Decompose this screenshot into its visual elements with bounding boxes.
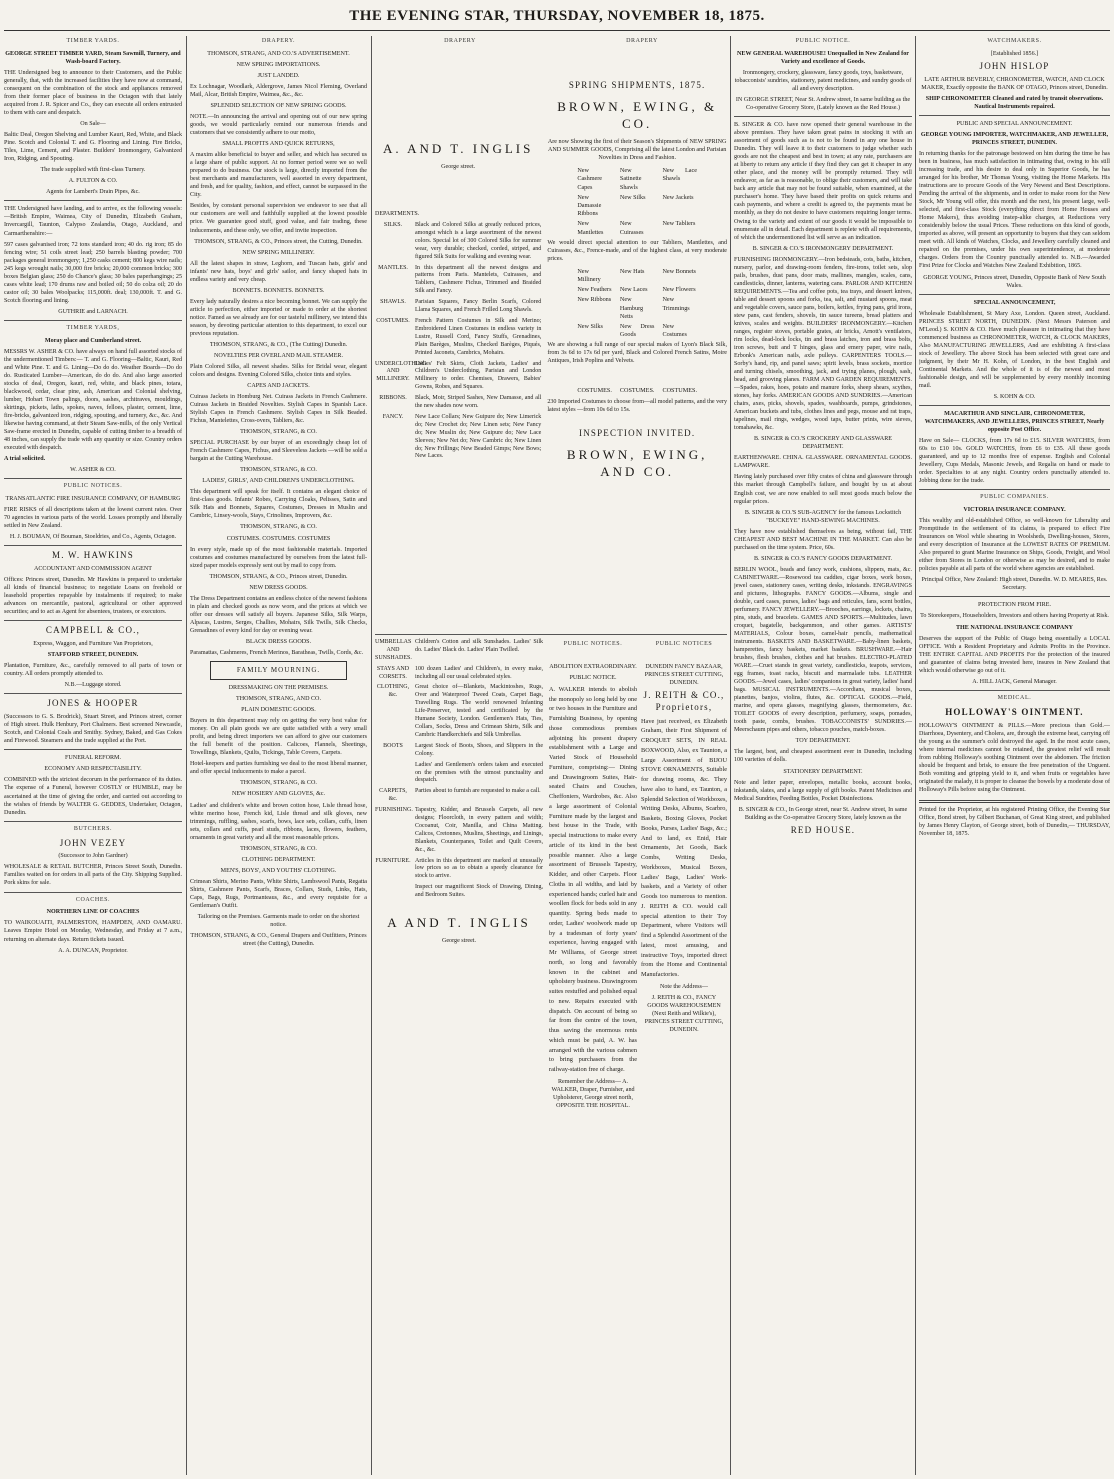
ad-subhead: NEW SPRING IMPORTATIONS. <box>236 61 321 68</box>
ad-body: Ironmongery, crockery, glassware, fancy goods, toys, basketware, tobacconists' sundries, stationery, patent medicines, and sundry goods of all and every description. <box>734 69 912 93</box>
divider <box>4 620 182 621</box>
ad-body: Have on Sale— CLOCKS, from 17s 6d to £15. SILVER WATCHES, from 60s to £10 10s. GOLD WATCHES, from £6 to £35. All these goods guaranteed, and up to 12 months free of expense. English and Colonial Jewellery, Cups Medals, Masonic Jewels, and Regalia on hand or made to order. Specialties to at any night. Country orders punctually attended to. Jobbing done for the trade. <box>919 438 1110 485</box>
section-heading: DRAPERY <box>626 38 658 44</box>
dept-body: New Lace Collars; New Guipure do; New Limerick do; New Crochet do; New Linen sets; New Fancy do; New Muslin do; New Guipure do; New Lace Sleeves; New Net do; New Cambric do; New Linen do; New Frillings; New Beaded Gimps; New Bows; New Laces. <box>415 413 542 460</box>
divider <box>919 489 1110 490</box>
inglis-brand: A. AND T. INGLIS <box>382 140 534 156</box>
ad-signature: THOMSON, STRANG, & CO. <box>240 429 317 436</box>
ad-body: Hotel-keepers and parties furnishing we deal to the most liberal manner, and offer special inducements to make a parcel. <box>190 761 367 776</box>
divider <box>4 693 182 694</box>
ad-body: SPECIAL PURCHASE by our buyer of an exceedingly cheap lot of French Cashmere Capes, Fichus, and Sleeveless Jackets —will be sold a bargain at the Cutting Warehouse. <box>190 440 367 463</box>
ad-signature: Agents for Lambert's Drain Pipes, &c. <box>46 189 140 196</box>
section-heading: MEDICAL. <box>997 694 1032 701</box>
ad-body: TO WAIKOUAITI, PALMERSTON, HAMPDEN, AND OAMARU. Leaves Empire Hotel on Monday, Wednesday, and Friday at 7 a.m., returning on alternate days. Return tickets issued. <box>4 920 182 943</box>
divider <box>919 405 1110 406</box>
grid-item: COSTUMES. <box>662 387 697 395</box>
dept-heading: FURNITURE. <box>375 857 411 864</box>
dept-body: Black and Colored Silks at greatly reduced prices, amongst which is a large assortment of the newest colors. Special lot of 300 Colored Silks for summer wear, very durable; checked, corded, striped, and figured Silk Suits for walking and evening wear. <box>415 222 542 260</box>
lower-split <box>375 639 727 1113</box>
ad-body: To Storekeepers, Householders, Investors and others having Property at Risk. <box>920 613 1109 620</box>
ad-signature: A. A. DUNCAN, Proprietor. <box>58 947 128 954</box>
notice-body: Have just received, ex Elizabeth Graham, their First Shipment of CROQUET SETS, IN REAL BOXWOOD, Also, ex Taunton, a Large Assortment of BIJOU STOVE ORNAMENTS, Suitable for drawing rooms, &c. They have also to hand, ex Taunton, a Splendid Selection of Workboxes, Writing Desks, Albums, Scarbro, Baskets, Boxing Gloves, Pocket Books, Purses, Ladies' Bags, &c.; And to land, ex Enid, Hair Ornaments, Jet Goods, Back Combs, Writing Desks, Workboxes, Musical Boxes, Ladies' Bags, Ladies' Work-baskets, and a Variety of other Goods too numerous to mention. J. REITH & CO. would call special attention to their Toy Department, where Visitors will find a Splendid Assortment of the latest, most amusing, and instructive Toys, imported direct from the Home and Continental Manufactories. <box>641 717 727 979</box>
brown-ewing-body: We are showing a full range of our special makes of Lyon's Black Silk, from 3s 6d to 17s 6d per yard, Black and Colored French Satins, Moire Antiques, Irish Poplins and Velvets. <box>547 342 727 365</box>
divider <box>4 478 182 479</box>
section-heading: COACHES. <box>75 896 111 903</box>
ad-body: Plain Colored Silks, all newest shades. Silks for Bridal wear, elegant colors and designs. Evening Colored Silks, choice tints and styles. <box>190 363 367 378</box>
dept-body: Parisian Squares, Fancy Berlin Scarfs, Colored Llama Squares, and French Frilled Long Shawls. <box>415 299 542 314</box>
ad-body: LATE ARTHUR BEVERLY, CHRONOMETER, WATCH, AND CLOCK MAKER, Exactly opposite the BANK OF OTAGO, Princes street, Dunedin. <box>921 76 1108 91</box>
ad-title: JOHN HISLOP <box>979 60 1050 71</box>
ad-signature: THOMSON, STRANG, & CO. <box>240 467 317 474</box>
ad-subhead: CAPES AND JACKETS. <box>247 383 310 389</box>
inglis-departments <box>375 211 541 461</box>
ad-signature: H. J. BOUMAN, Of Bouman, Stoeldries, and Co., Agents, Octagon. <box>9 534 177 541</box>
ad-signature: THOMSON, STRANG, & CO., General Drapers and Outfitters, Princes street (the Cutting), Dunedin. <box>190 932 367 947</box>
ad-signature: GUTHRIE and LARNACH. <box>58 308 128 315</box>
dept-body: Great choice of—Blankets, Mackintoshes, Rugs, Over and Waterproof Tweed Coats, Carpet Bags, Travelling Rugs. The world renowned Infanting Life-Preserver, tested and certificated by the Humane Society, London. Gentlemen's Hats, Ties, Collars, Socks, Dress and Crimean Shirts, Silk and Cambric Handkerchiefs and Silk Umbrellas. <box>415 684 543 738</box>
reith-firm: J. REITH & CO., Proprietors, <box>643 689 725 712</box>
grid-item: New Laces <box>619 286 648 294</box>
ad-signature: A. HILL JACK, General Manager. <box>972 678 1057 685</box>
grid-item: New Costumes <box>662 322 687 339</box>
column-timber-yards <box>4 36 182 1475</box>
grid-item: New Hamburg Netts <box>619 296 644 320</box>
ad-note: The trade supplied with first-class Turnery. <box>40 167 146 174</box>
ad-subhead: B. SINGER & CO.'S SUB-AGENCY for the famous Lockstitch "BUCKEYE" HAND-SEWING MACHINES. <box>744 509 902 524</box>
dept-body: Ladies' Felt Skirts, Cloth Jackets, Ladies' and Children's Underclothing, Parisian and London Millinery to order. Chemises, Drawers, Babies' Gowns, Robes, and Squares. <box>415 360 542 391</box>
grid-item: New Cuirasses <box>619 220 644 236</box>
grid-item: New Mantlettes <box>577 220 604 236</box>
notice-title: ABOLITION EXTRAORDINARY. <box>549 663 637 670</box>
ad-body: Ex Lochnagar, Woodlark, Aldergrove, James Nicol Fleming, Overland Mail, Alcar, British Empire, Waimea, &c., &c. <box>190 84 367 99</box>
ad-body: Tailoring on the Premises. Garments made to order on the shortest notice. <box>197 913 360 928</box>
ad-title: HOLLOWAY'S OINTMENT. <box>945 706 1084 717</box>
ad-body: Wholesale Establishment, St Mary Axe, London. Queen street, Auckland. PRINCES STREET NORTH, DUNEDIN. (Next Messrs Paterson and M'Leod.) S. KOHN & CO. Have much pleasure in intimating that they have commenced business as CHRONOMETER, WATCH, & CLOCK MAKERS, Also MANUFACTURING JEWELLERS, And are exhibiting A first-class stock of Jewellery. The above Stock has been selected with great care and judgment, by their Mr H. Kohn, of London, in the best English and Continental Markets. And the whole of it is of the newest and most fashionable design, and will be supplemented by every monthly incoming mail. <box>919 310 1110 389</box>
ad-body: All the latest shapes in straw, Leghorn, and Tuscan hats, girls' and infants' new hats, boys' and girls' sailor, and fancy shaped hats in endless variety and very cheap. <box>190 260 367 283</box>
ad-body: MESSRS W. ASHER & CO. have always on hand full assorted stocks of the undermentioned Timbers:— T. and G. Flooring—Baltic, Kauri, Red and White Pine. T. and G. Lining—Do do do. Weather Boards—Do do do. Rusticated Lumber—American, do do do. And also large assorted stocks of deal, Oregon, kauri, red, white, and black pines, totara, blackwood, cedar, clear pine, ash, American and Colonial shelving, lumber, Hobart Town palings, doors, sashes, architraves, mouldings, skirtings, pickets, laths, spokes, naves, felloes, plaster, cement, lime, fire-bricks, galvanized iron, ridging, spouting, and turnery, &c., &c. And likewise having command, at their Steam Saw-mills, of the only Vertical Saw-frame erected in Dunedin, capable of cutting timber to a breadth of 48 inches, can supply the trade with any quantity or size. Country orders executed with despatch. <box>4 348 182 452</box>
inglis-brand: A AND T. INGLIS <box>387 915 531 931</box>
ad-subhead: TOY DEPARTMENT. <box>795 738 851 745</box>
ad-body: Offices: Princes street, Dunedin. Mr Hawkins is prepared to undertake all kinds of financial business; to negotiate Loans on freehold or leasehold properties repayable by instalments if required; to make advances on mercantile, pastoral, agricultural or other approved securities; and to act as Agent for absentees, trustees, or executors. <box>4 577 182 616</box>
column-rule <box>915 36 916 1475</box>
dept-body: Inspect our magnificent Stock of Drawing, Dining, and Bedroom Suites. <box>415 884 543 899</box>
dept-body: French Pattern Costumes in Silk and Merino; Embroidered Linen Costumes in endless variety in Lustre, Russell Cord, Fancy Stuffs, Grenadines, Plain Barèges, Muslins, Checked Barèges, Piqués, Printed Jaconets, Cambrics, Mohairs. <box>415 317 542 356</box>
column-watchmakers <box>919 36 1110 1475</box>
ad-subhead: NEW SPRING MILLINERY. <box>242 249 315 256</box>
walker-notice <box>549 639 637 1113</box>
column-rule <box>371 36 372 1475</box>
ad-note: [Established 1856.] <box>990 50 1039 57</box>
dept-body: Tapestry, Kidder, and Brussels Carpets, all new designs; Floorcloth, in every pattern and width; Cocoanut, Coir, Manilla, and China Matting. Calicos, Cretonnes, Muslins, Sheetings, and Linings, Blankets, Counterpanes, Toilet and Quilt Covers, &c., &c. <box>415 807 543 853</box>
ad-body: This department will speak for itself. It contains an elegant choice of first-class goods. Infants' Robes, Carrying Cloaks, Pelisses, Satin and Silk Hats and Bonnets, Squares, Costumes, Dresses in Muslin and Cambric, Linsey-wools, Stays, Crinolines, Improvers, &c. <box>190 489 367 520</box>
ad-note: N.B.—Luggage stored. <box>64 682 122 689</box>
ad-subhead: ECONOMY AND RESPECTABILITY. <box>44 766 142 773</box>
section-heading: PUBLIC NOTICES <box>655 640 713 647</box>
ad-title: FUNERAL REFORM. <box>65 755 121 762</box>
ad-address: STAFFORD STREET, DUNEDIN. <box>47 652 139 659</box>
dept-heading: BOOTS <box>383 742 403 749</box>
dept-heading: RIBBONS. <box>379 395 407 402</box>
grid-item: New Millinery <box>577 267 601 283</box>
ad-body: THE Undersigned beg to announce to their Customers, and the Public generally, that, with the increased facilities they have now at command, consequent on the combination of the stock and appliances removed from their former place of business in the Octagon with that lately acquired from J. R. Spicer and Co., they can execute all orders entrusted to them with care and despatch. <box>4 69 182 117</box>
ad-body: They have now established themselves as being, without fail, THE CHEAPEST AND BEST MACHINE IN THE MARKET. Can also be purchased on the time system. Price, 60s. <box>734 528 912 551</box>
ad-title: CAMPBELL & CO., <box>45 625 141 636</box>
dept-body: Black, Moir, Striped Sashes, New Damasse, and all the new shades now worn. <box>415 395 542 410</box>
divider <box>919 115 1110 116</box>
grid-item: New Dress Goods <box>619 322 655 339</box>
ad-subhead: LADIES', GIRLS', AND CHILDREN'S UNDERCLOTHING. <box>202 478 355 485</box>
ad-signature: THOMSON, STRANG, & CO. <box>240 524 317 531</box>
brown-ewing-firm: BROWN, EWING, AND CO. <box>566 446 708 479</box>
ad-signature: W. ASHER & CO. <box>70 467 116 474</box>
divider <box>4 320 182 321</box>
ad-subhead: CLOTHING DEPARTMENT. <box>241 856 316 863</box>
ad-signature: GEORGE YOUNG, Princes street, Dunedin, Opposite Bank of New South Wales. <box>923 274 1106 289</box>
ad-subhead: STATIONERY DEPARTMENT. <box>783 768 863 775</box>
divider <box>4 200 182 201</box>
ad-subhead: B. SINGER & CO.'S CROCKERY AND GLASSWARE DEPARTMENT. <box>753 436 892 451</box>
printer-imprint: Printed for the Proprietor, at his registered Printing Office, the Evening Star Office, Bond street, by Gilbert Buchanan, of Great King street, and published by James Henry Clayton, of George street, both of Dunedin,— THURSDAY, November 18, 1875. <box>919 806 1110 837</box>
section-heading: PUBLIC NOTICES. <box>63 483 123 490</box>
dept-body: 100 dozen Ladies' and Children's, in every make, including all our usual celebrated styles. <box>415 665 543 680</box>
brown-ewing-title: SPRING SHIPMENTS, 1875. <box>568 79 706 90</box>
ad-body: Cuirass Jackets in Homburg Net. Cuirass Jackets in French Cashmere. Cuirass Jackets in Braided Novelties. Stylish Capes in Spanish Lace. Stylish Capes in French Cashmere. Stylish Capes in Silk Beaded. Fichus, Mantelettes, Cross-overs, Tabliers, &c. <box>190 394 367 425</box>
notice-body: A. WALKER intends to abolish the monopoly so long held by one or two houses in the Furniture and Furnishing Business, by opening those commodious premises adjoining his present drapery establishment with a Large and Varied Stock of Household Furniture, comprising:— Dining and Drawingroom Suites, Hair-seated Chairs and Couches, Cheffoniers, Wardrobes, &c. Also a large assortment of Colonial Furniture made by the largest and best house in the Trade, with special instructions to make every article of its kind in the best possible manner. Also a large assortment of Brussels Tapestry, Kidder, and other Carpets. Floor Cloths in all widths, and laid by experienced hands; curled hair and woollen flock for beds sold in any quantity. Spring beds made to order, Ladies' woolwork made up by a tradesman of forty years' experience, having engaged with Mr Williams, of George street north, so long and favorably known in the cabinet and upholstery business. Drawingroom suites restuffed and polished equal to new. Repairs executed with dispatch. On account of being so far from the centre of the town, thus saving the enormous rents which must be paid, A. W. has arranged with the various cabmen to bring purchasers from the railway-station free of charge. <box>549 685 637 1074</box>
dept-body: Children's Cotton and silk Sunshades. Ladies' Silk do. Ladies' Black do. Ladies' Plain Twilled. <box>415 638 543 653</box>
brown-ewing-grid <box>547 266 727 342</box>
grid-item: New Feathers <box>577 286 612 294</box>
ad-body: Paramattas, Cashmeres, French Merinos, Baratheas, Twills, Cords, &c. <box>190 649 364 656</box>
notice-signature: Remember the Address— A. WALKER, Draper, Furnisher, and Upholsterer, George street north, OPPOSITE THE HOSPITAL. <box>551 1078 635 1109</box>
brown-ewing-body: 230 Imported Costumes to choose from—all model patterns, and the very latest styles —from 10s 6d to 15s. <box>547 398 727 413</box>
section-heading: PUBLIC NOTICES. <box>563 640 623 647</box>
ad-body: FIRE RISKS of all descriptions taken at the lowest current rates. Over 70 agencies in various parts of the world. Losses promptly and liberally settled in New Zealand. <box>4 507 182 530</box>
ad-subhead: SMALL PROFITS AND QUICK RETURNS, <box>222 141 335 148</box>
grid-item: New Jackets <box>662 193 694 201</box>
ad-subhead: DRESSMAKING ON THE PREMISES. <box>228 685 329 692</box>
brown-ewing-grid <box>547 165 727 239</box>
ad-subhead: On Sale— <box>80 121 106 128</box>
grid-item: COSTUMES. <box>577 387 612 395</box>
divider <box>919 596 1110 597</box>
ad-title: NEW GENERAL WAREHOUSE! Unequalled in New Zealand for Variety and excellence of Goods. <box>737 50 909 65</box>
inglis-address: George street. <box>441 938 477 945</box>
grid-item: New Flowers <box>662 286 696 294</box>
ad-body: Besides, by constant personal supervision we endeavor to see that all our customers are well and faithfully supplied at the lowest possible price. We guarantee good stuff, good value, and fair trading, these inducements, and these only, we offer, and invite inspection. <box>190 203 367 234</box>
divider <box>919 294 1110 295</box>
dept-heading: FANCY. <box>382 413 404 420</box>
column-thomson-strang <box>190 36 367 1475</box>
grid-item: New Tabliers <box>662 220 696 228</box>
dept-body: In this department all the newest designs and patterns from Paris. Mantelets, Cuirasses, and Tabliers, Cashmere Fichus, Trimmed and Braided Silk and Fancy. <box>415 264 542 295</box>
ad-body: B. SINGER & CO. have now opened their general warehouse in the above premises. They have taken great pains in stocking it with an assortment of goods such as is not to be found in any one house in Dunedin. They will leave it to their customers to judge whether such goods are not the cheapest and best in town; at any rate, purchasers are at liberty to return any article if they find they can get it cheaper in any other place, and the money will be promptly returned. They will endeavor, as far as is reasonable, to oblige their customers, and will take back any article that may not be found suitable, when examined, at the purchaser's home. They have based their profits on quick returns and cash payments, and where a credit is agreed to, the payments must be monthly, as they do not desire to have customers requiring longer terms. Owing to the variety and extent of our goods it would be impossible to enumerate all in detail. Each department is replete with all requirements, of which the undermentioned list will serve as an indication. <box>734 122 912 241</box>
ad-body: Plantation, Furniture, &c., carefully removed to all parts of town or country. All orders promptly attended to. <box>4 663 182 678</box>
inglis-departments <box>375 639 543 900</box>
brown-ewing-advert <box>547 50 727 630</box>
ad-body: (Successors to G. S. Brodrick), Stuart Street, and Princes street, corner of High street. Hulk Henbury, Port Chalmers. Best screened Newcastle, Scotch, and Colonial Coals and Smithy. Sydney, Baked, and Gas Cokes and Firewood. Steamers and the trade supplied at the Port. <box>4 714 182 745</box>
ad-signature: A. FULTON & CO. <box>68 178 118 185</box>
ad-subhead: PLAIN DOMESTIC GOODS. <box>241 707 316 714</box>
ad-body: Every lady naturally desires a nice becoming bonnet. We can supply the article to perfection, either imported or made to order at the shortest notice. Famed as we already are for our tasteful millinery, we intend this season, by devoting particular attention to this department, to excel our previous reputation. <box>190 298 367 337</box>
ad-subhead: Moray place and Cumberland street. <box>44 337 142 344</box>
section-heading: TIMBER YARDS, <box>66 324 120 331</box>
ad-subhead: BLACK DRESS GOODS. <box>245 638 312 645</box>
ad-body: Buyers in this department may rely on getting the very best value for money. On all plain goods we are quite satisfied with a very small profit, and being direct importers we can afford to give our customers the full benefit of the position. Calicoes, Flannels, Sheetings, Towellings, Blankets, Quilts, Tickings, Table Covers, Carpets. <box>190 718 367 757</box>
ad-body: THE Undersigned have landing, and to arrive, ex the following vessels:—British Empire, Waimea, City of Dunedin, Elizabeth Graham, Invercargill, Taunton, Calypso Zealandia, Otago, Auckland, and Carmarthenshire:— <box>4 206 182 237</box>
divider <box>919 690 1110 691</box>
grid-item: New Trimmings <box>662 296 690 312</box>
ad-body: A maxim alike beneficial to buyer and seller, and which has secured us a large share of public support. At no former period were we so well prepared to do business. Our stock is large, directly imported from the best merchants and manufacturers, well assorted in every department, and fresh, and for quality, fashion, and effect, cannot be surpassed in the City. <box>190 152 367 199</box>
ad-subhead: BONNETS. BONNETS. BONNETS. <box>232 287 325 294</box>
ad-note: A trial solicited. <box>4 456 46 463</box>
ad-signature: Principal Office, New Zealand: High street, Dunedin. W. D. MEARES, Res. Secretary. <box>921 577 1108 592</box>
column-singer <box>734 36 912 1475</box>
column-rule <box>730 36 731 1475</box>
ad-title: M. W. HAWKINS <box>52 550 134 561</box>
ad-body: COMBINED with the strictest decorum in the performance of its duties. The expense of a Funeral, however COSTLY or HUMBLE, may be ascertained at the time of giving the order, and carried out according to the wishes of friends by WALTER G. GEDDES, Undertaker, Octagon, Dunedin. <box>4 777 182 816</box>
ad-title: VICTORIA INSURANCE COMPANY. <box>963 507 1066 514</box>
ad-subhead: JUST LANDED. <box>257 72 300 79</box>
ad-body: Deserves the support of the Public of Otago being essentially a LOCAL OFFICE. With a Resident Proprietary and Admits Profits in the Province. THE ENTIRE CAPITAL AND PROFITS For the protection of the insured and guarantee of claims being invested here, insures in New Zealand that which would otherwise go out of it. <box>919 635 1110 674</box>
ad-signature: THOMSON, STRANG, & CO., Princes street, Dunedin. <box>209 573 348 580</box>
ad-signature: B. SINGER & CO., In George street, near St. Andrew street, In same Building as the Co-operative Grocery Store, lately known as the <box>738 806 908 821</box>
ad-body: Crimean Shirts, Merino Pants, White Shirts, Lambswool Pants, Regatta Shirts, Cashmere Pants, Scarfs, Braces, Collars, Studs, Links, Hats, Caps, Bags, Rugs, Portmanteaus, &c., and every requisite for a Gentleman's Outfit. <box>190 878 367 909</box>
grid-item: New Lace Shawls <box>662 167 697 183</box>
ad-subhead: Express, Waggon, and Furniture Van Proprietors, <box>33 641 153 648</box>
ad-subhead: SHIP CHRONOMETER Cleaned and rated by transit observations. Nautical Instruments repaired. <box>925 95 1104 110</box>
ad-body: Baltic Deal, Oregon Shelving and Lumber Kauri, Red, White, and Black Pine. Scotch and Colonial T. and G. Flooring and Lining. Fire Bricks, Tiles, Lime, Cement, and Plaster. Builders' Ironmongery, Galvanized Iron, Ridging, and Spouting. <box>4 132 182 163</box>
dept-body: Ladies' and Gentlemen's orders taken and executed on the premises with the utmost punctuality and despatch. <box>415 761 543 784</box>
ad-signature: THOMSON, STRANG, & CO. <box>240 845 317 852</box>
grid-item: New Silks <box>577 322 603 330</box>
ad-subhead: NEW DRESS GOODS. <box>249 584 308 591</box>
section-heading: WATCHMAKERS. <box>987 38 1042 44</box>
grid-item: New Hats <box>619 267 645 275</box>
grid-item: New Silks <box>619 193 646 201</box>
ad-body: HOLLOWAY'S OINTMENT & PILLS.—More precious than Gold.—Diarrhoea, Dysentery, and Cholera, are, through the extreme heat, carrying off the young as the summer's cold destroyed the aged. In the most acute cases, where internal medicines cannot be retained, the greatest relief will result from rubbing Holloway's soothing Ointment over the abdomen. The friction should be frequent and brisk, to ensure the free penetration of the Unguent. Both vomiting and gripping yield to it, and when fruits or vegetables have originated the malady, it is proper to cleanse the bowels by a moderate dose of Holloway's Pills before using the Ointment. <box>919 722 1110 793</box>
grid-item: New Ribbons <box>577 296 612 304</box>
ad-body: FURNISHING IRONMONGERY.—Iron bedsteads, cots, baths, kitchen, nursery, parlor, and drawing-room fenders, fire-irons, toilet sets, slop pails, brushes, dust pans, door mats, mallines, mangles, scales, cans, candlesticks, dinner, lanterns, watering cans. PARLOR AND KITCHEN REQUIREMENTS.—Tea and coffee pots, tea trays, and dessert knives, table and dessert spoons and forks, tea, salt, and mustard spoons, meat and vegetable covers, sauce pans, boilers, kettles, frying pans, grid irons, stew pans, cast fenders, shovels, tin sauce tureens, bread platters and knives, scales and weights. BUILDERS' IRONMONGERY.—Kitchen ranges, register stoves, portable grates, air bricks, Arnott's ventilators, rim locks, dead-lock locks, tin and brass latches, iron and brass bolts, iron screws, butt and T hinges, glass and emery paper, wire nails, Erbonk's American nails, axle pulleys. CARPENTERS TOOLS.—Sorby's hand, rip, and panel saws; spirit levels, brass sockets, mortice and turning chisels, smoothing, jack, and trying planes, plough, sash, bead, and grooving planes. FARM AND GARDEN REQUIREMENTS.—Spades, rakes, hoes, potato and manure forks, sheep shears, scythes, stones, hay forks. AMERICAN GOODS AND SUNDRIES.—American chairs, axes, picks, shovels, spades, washboards, pumps, grindstones, American buckets and tubs, clothes lines and pegs, mouse and rat traps, tapelines, mail rings, wedges, wood taps, butter prints, wire sieves, tomahawks, &c. <box>734 256 912 432</box>
section-heading: BUTCHERS. <box>73 825 113 832</box>
ad-body: BERLIN WOOL, beads and fancy work, cushions, slippers, mats, &c. CABINETWARE.—Rosewood tea caddies, cigar boxes, work boxes, jewel cases, stationery cases, writing desks, inkstands. ENGRAVINGS and pictures, lithographs. FANCY GOODS.—Albums, single and double, card cases, purses, ladies' bags and reticules, fans, scent bottles, perfumery. FANCY JEWELLERY.—Brooches, earrings, lockets, chains, pins, studs, and bracelets. GAMES AND SPORTS.—Multitudes, lawn croquet, bagatelle, backgammon, and other games. ARTISTS' MATERIALS, Colour boxes, camel-hair pencils, mathematical instruments. BASKETS AND BASKETWARE.—Baby-linen baskets, hamperettes, fancy baskets, market baskets. BRUSHWARE.—Hair brushes, flesh brushes, clothes and hat brushes. ELECTRO-PLATED WARE.—Cruet stands in great variety, candlesticks, teapots, services, egg frames, toast racks, biscuit and marmalade tubs. LEATHER GOODS.—Jewel cases, ladies' companions in great variety, ladies' hand bags. MUSICAL INSTRUMENTS.—Accordians, musical boxes, pianettes, banjos, violins, flutes, &c. OPTICAL GOODS.—Field, marine, and opera glasses, magnifying glasses, thermometers, &c. TOILET GOODS of every description, perfumery, soaps, pomades, tooth paste, combs, brushes. TOBACCONISTS' SUNDRIES.—Meerschaum pipes and others, tobacco pouches, match-boxes. <box>734 566 912 734</box>
dept-heading: MANTLES. <box>378 264 408 271</box>
divider <box>4 545 182 546</box>
ad-body: EARTHENWARE. CHINA. GLASSWARE. ORNAMENTAL GOODS. LAMPWARE. <box>734 455 912 470</box>
ad-body: This wealthy and old-established Office, so well-known for Liberality and Promptitude in the settlement of its claims, is prepared to effect Fire Insurances on Wool while shearing in Woolsheds, Dwelling-houses, Stores, and every description of Insurance at the LOWEST RATES OF PREMIUM. Also prepared to grant Marine Insurance on Ships, Goods, Freight, and Wool either from Stores in London or otherwise as may be desired, and to make policies payable at all parts of the world where agencies are established. <box>919 518 1110 573</box>
ad-signature: THOMSON, STRANG, & CO., Princes street, the Cutting, Dunedin. <box>194 238 363 245</box>
inglis-advert <box>375 50 541 630</box>
red-house: RED HOUSE. <box>790 824 856 835</box>
section-heading: DRAPERY. <box>261 38 296 44</box>
masthead: THE EVENING STAR, THURSDAY, NOVEMBER 18, 1875. <box>349 8 765 24</box>
dept-body: Articles in this department are marked at unusually low prices so as to obtain a speedy clearance for stock to arrive. <box>415 857 543 880</box>
ad-signature: THOMSON, STRANG, & CO. <box>240 780 317 787</box>
inglis-address: George street. <box>441 164 476 171</box>
divider <box>375 634 727 635</box>
section-heading: DRAPERY <box>444 38 476 44</box>
ad-body: Note and letter paper, envelopes, metallic books, account books, inkstands, slates, and a large supply of gift books. Patent Medicines and Medical Sundries, Feeding Bottles, Pocket Disinfections. <box>734 779 912 802</box>
family-mourning-box: FAMILY MOURNING. <box>210 661 347 680</box>
dept-heading: SILKS. <box>383 222 403 228</box>
costume-row <box>547 385 727 397</box>
masthead-rule <box>4 30 1110 31</box>
section-heading: PUBLIC COMPANIES. <box>980 494 1049 501</box>
ad-body: Ladies' and children's white and brown cotton hose, Lisle thread hose, white merino hose, French kid, Lisle thread and silk gloves, new trimmings, ruffling, sashes, scarfs, bows, lace sets, collars, cuffs, linen sets, collars and cuffs, pearl studs, ribbons, laces, flowers, feathers, ornaments in great variety and all the most reasonable prices. <box>190 802 367 841</box>
dept-heading: UNDERCLOTHING AND MILLINERY. <box>375 360 427 383</box>
ad-subhead: NOVELTIES PER OVERLAND MAIL STEAMER. <box>213 352 344 359</box>
ad-body: The Dress Department contains an endless choice of the newest fashions in plain and checked goods as now worn, and the prices at which we offer our dresses will satisfy all buyers. Japanese Silks, Silk Warps, Alpacas, Lustres, Serges, Challies, Mohairs, Silk Twills, Silk Checks, Grenadines of every kind for day or evening wear. <box>190 595 367 634</box>
reith-notice <box>641 639 727 1113</box>
drapery-headings <box>375 36 727 50</box>
public-notices <box>549 639 727 1113</box>
grid-item: New Damassie Ribbons <box>577 193 602 218</box>
grid-item: New Cashmere Capes <box>577 167 603 191</box>
divider <box>4 749 182 750</box>
ad-subhead: MEN'S, BOYS', AND YOUTHS' CLOTHING. <box>220 867 337 874</box>
ad-title: MACARTHUR AND SINCLAIR, CHRONOMETER, WATCHMAKERS, AND JEWELLERS, PRINCES STREET, Nearly opposite Post Office. <box>924 410 1105 433</box>
column-inglis-and-brown-ewing <box>375 36 727 1475</box>
ad-body: WHOLESALE & RETAIL BUTCHER, Princes Street South, Dunedin. Families waited on for orders in all parts of the City. Shipping Supplied. Pork skins for sale. <box>4 864 182 887</box>
ad-title: SPECIAL ANNOUNCEMENT, <box>973 299 1056 306</box>
ad-address: IN GEORGE STREET, Near St. Andrew street, In same building as the Co-operative Grocery Store, (Lately known as the Red House.) <box>735 97 911 112</box>
column-rule <box>186 36 187 1475</box>
ad-subhead: SPLENDID SELECTION OF NEW SPRING GOODS. <box>210 103 347 110</box>
ad-signature: THOMSON, STRANG, & CO., (The Cutting) Dunedin. <box>209 341 348 348</box>
grid-item: COSTUMES. <box>619 387 655 395</box>
dept-body: Parties about to furnish are requested to make a call. <box>415 788 541 795</box>
ad-subhead: COSTUMES. COSTUMES. COSTUMES <box>226 535 331 542</box>
notice-title: DUNEDIN FANCY BAZAAR, PRINCES STREET CUTTING, DUNEDIN. <box>644 663 724 686</box>
dept-heading: UMBRELLAS AND SUNSHADES. <box>375 638 412 661</box>
ad-signature: S. KOHN & CO. <box>993 393 1036 400</box>
ad-subhead: B. SINGER & CO.'S IRONMONGERY DEPARTMENT. <box>752 245 894 252</box>
notice-signature: J. REITH & CO., FANCY GOODS WAREHOUSEMEN (Next Reith and Wilkie's), PRINCES STREET CUTTING, DUNEDIN. <box>644 994 724 1034</box>
dept-heading: SHAWLS. <box>380 299 406 306</box>
inglis-departments-lower <box>375 639 543 1113</box>
section-heading: TIMBER YARDS. <box>66 38 120 44</box>
ad-body: In every style, made up of the most fashionable materials. Imported costumes and costumes manufactured by ourselves from the latest full-sized paper models expressly sent out by mail to copy from. <box>190 546 367 569</box>
divider <box>734 116 912 117</box>
ad-title: JONES & HOOPER <box>47 698 139 709</box>
ad-body: The largest, best, and cheapest assortment ever in Dunedin, including 100 varieties of dolls. <box>734 749 912 764</box>
divider <box>4 821 182 822</box>
brown-ewing-intro: Are now Showing the first of their Season's Shipments of NEW SPRING AND SUMMER GOODS, Comprising all the latest London and Parisian Novelties in Dress and Fashion. <box>547 139 727 162</box>
ad-body: Having lately purchased over fifty crates of china and glassware through this market through Campbell's failure, and bought by us at about English cost, we are now enabled to sell most goods much below the regular prices. <box>734 474 912 505</box>
ad-body: NOTE.—In announcing the arrival and opening out of our new spring goods, we would particularly remind our numerous friends and customers that we consistently adhere to our motto, <box>190 114 367 137</box>
ad-subhead: B. SINGER & CO.'S FANCY GOODS DEPARTMENT. <box>753 555 893 562</box>
divider <box>919 800 1110 803</box>
brown-ewing-firm: BROWN, EWING, & CO. <box>557 98 718 131</box>
ad-subhead: ACCOUNTANT AND COMMISSION AGENT <box>33 566 153 573</box>
section-heading: PUBLIC NOTICE. <box>795 38 851 44</box>
ad-title: GEORGE STREET TIMBER YARD, Steam Sawmill, Turnery, and Wash-board Factory. <box>5 50 181 65</box>
notice-subtitle: PUBLIC NOTICE. <box>569 674 617 681</box>
ad-subhead: PROTECTION FROM FIRE. <box>978 602 1051 609</box>
dept-heading: CARPETS, &c. <box>379 788 407 803</box>
ad-title: THE NATIONAL INSURANCE COMPANY <box>955 624 1074 631</box>
dept-heading: COSTUMES. <box>376 317 410 324</box>
ad-subhead: NEW HOSIERY AND GLOVES, &c. <box>231 791 326 798</box>
dept-heading: CLOTHING, &c. <box>376 684 410 699</box>
grid-item: New Bonnets <box>662 267 696 275</box>
ad-title: NORTHERN LINE OF COACHES <box>46 909 140 916</box>
ad-subhead: (Successor to John Gardner) <box>58 853 128 860</box>
grid-item: New Satinette Shawls <box>619 167 642 191</box>
dept-heading: DEPARTMENTS. <box>375 211 420 218</box>
divider <box>4 892 182 893</box>
ad-title: THOMSON, STRANG, AND CO.'S ADVERTISEMENT. <box>207 50 350 57</box>
ad-signature: THOMSON, STRANG, AND CO. <box>236 696 321 703</box>
dept-heading: FURNISHING. <box>375 807 413 814</box>
dept-heading: STAYS AND CORSETS. <box>376 665 410 680</box>
ad-body: In returning thanks for the patronage bestowed on him during the time he has been in business, has much satisfaction in intimating that, owing to his still increasing trade, and his desire to deal only in Superior Goods, he has arranged for his brother, Mr Thomas Young, visiting the Home Markets. His instructions are to procure Goods of the Very Newest and Best Descriptions. Pending the arrival of the shipments, and in order to make room for the New Stock, Mr Young will offer, this month and the next, his present large, well-selected, and first-class Stock (everything direct from Home Houses and Home Makers), thus avoiding instep-alike charges, at Reductions very considerably below the usual Prices. These reductions on this kind of goods, imported as above, will present an opportunity to buyers that they can seldom meet with. All kinds of Watches, Clocks, and Jewellery carefully cleaned and repaired on the premises, under his own superintendence, at moderate charges. Orders from the Country punctually attended to. N.B.—Awarded First Prize for Clocks and Watches New Zealand Exhibition, 1865. <box>919 151 1110 270</box>
ad-title: TRANSATLANTIC FIRE INSURANCE COMPANY, OF HAMBURG <box>5 496 181 503</box>
notice-note: Note the Address— <box>659 983 709 990</box>
dept-body: Largest Stock of Boots, Shoes, and Slippers in the Colony. <box>415 742 543 757</box>
ad-subhead: PUBLIC AND SPECIAL ANNOUNCEMENT. <box>956 120 1073 127</box>
ad-body: 597 cases galvanised iron; 72 tons standard iron; 40 do. rig iron; 85 do fencing wire; 51 coils street lead; 250 barrels blasting powder; 700 packages general ironmongery; 1,250 casks cement; 800 kegs wire nails; 245 kegs wrought nails; 30,000 fire bricks; 20,000 common bricks; 300 boxes Belgian glass; 250 do Chance's glass; 30 bales paperhangings; 25 cases white lead; 170 drums raw and boiled oil; 50 do colza oil; 20 do castor oil; 30 bales Woolpacks; 115,000ft. deal; 130,000ft. T. and G. Scotch flooring and lining. <box>4 241 182 304</box>
ad-title: GEORGE YOUNG IMPORTER, WATCHMAKER, AND JEWELLER, PRINCES STREET, DUNEDIN. <box>920 131 1109 146</box>
upper-split <box>375 50 727 630</box>
inspection-invited: INSPECTION INVITED. <box>579 427 696 438</box>
brown-ewing-body: We would direct special attention to our Tabliers, Mantlettes, and Cuirasses, &c., Frence-made, and of the highest class, at very moderate prices. <box>547 239 727 262</box>
ad-title: JOHN VEZEY <box>59 837 127 848</box>
